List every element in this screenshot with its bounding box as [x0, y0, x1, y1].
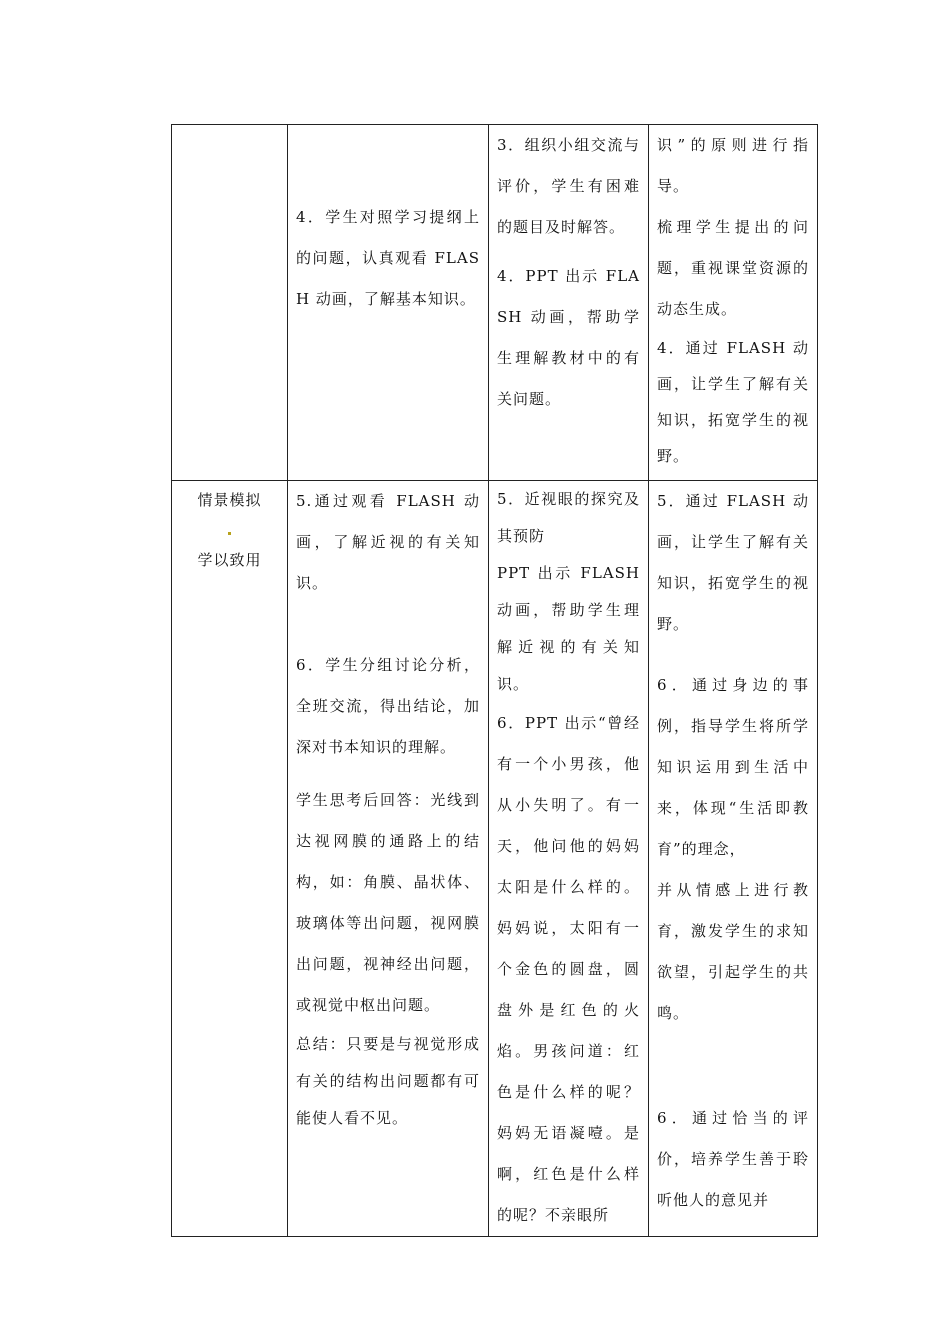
- intent-paragraph: 6．通过恰当的评价，培养学生善于聆听他人的意见并: [657, 1109, 809, 1209]
- teacher-activity-cell: [489, 125, 649, 481]
- teacher-activity-cell: [489, 481, 649, 1237]
- teacher-paragraph: PPT 出示 FLASH 动画，帮助学生理解近视的有关知识。: [497, 564, 640, 693]
- design-intent-cell: [649, 125, 818, 481]
- stage-label: 情景模拟: [197, 491, 262, 509]
- student-paragraph: 5.通过观看 FLASH 动画，了解近视的有关知识。: [296, 492, 480, 592]
- student-activity-cell: [288, 481, 489, 1237]
- teacher-paragraph: 6．PPT 出示“曾经有一个小男孩，他从小失明了。有一天，他问他的妈妈太阳是什么样的。妈妈说，太阳有一个金色的圆盘，圆盘外是红色的火焰。男孩问道：红色是什么样的呢？妈妈无语凝噎。是啊，红色是什么样的呢？不亲眼所: [497, 714, 640, 1224]
- table-row: [172, 125, 818, 481]
- lesson-plan-table: [171, 124, 818, 1237]
- intent-paragraph: 6．通过身边的事例，指导学生将所学知识运用到生活中来，体现“生活即教育”的理念，: [657, 676, 809, 858]
- decorative-dot-icon: [180, 519, 279, 541]
- intent-paragraph: 5．通过 FLASH 动画，让学生了解有关知识，拓宽学生的视野。: [657, 492, 809, 633]
- stage-label: 学以致用: [197, 551, 262, 569]
- student-paragraph: 总结：只要是与视觉形成有关的结构出问题都有可能使人看不见。: [296, 1035, 480, 1127]
- stage-cell: [172, 481, 288, 1237]
- teacher-paragraph: 3．组织小组交流与评价，学生有困难的题目及时解答。: [497, 136, 640, 236]
- student-paragraph: 6．学生分组讨论分析，全班交流，得出结论，加深对书本知识的理解。: [296, 656, 480, 756]
- stage-cell: [172, 125, 288, 481]
- table-row: [172, 481, 818, 1237]
- intent-paragraph: 并从情感上进行教育，激发学生的求知欲望，引起学生的共鸣。: [657, 881, 809, 1022]
- intent-paragraph: 4．通过 FLASH 动画，让学生了解有关知识，拓宽学生的视野。: [657, 339, 809, 465]
- design-intent-cell: [649, 481, 818, 1237]
- student-paragraph: 学生思考后回答：光线到达视网膜的通路上的结构，如：角膜、晶状体、玻璃体等出问题，视网膜出问题，视神经出问题，或视觉中枢出问题。: [296, 791, 480, 1014]
- student-activity-cell: [288, 125, 489, 481]
- student-paragraph: 4．学生对照学习提纲上的问题，认真观看 FLASH 动画，了解基本知识。: [296, 208, 480, 308]
- intent-paragraph: 识”的原则进行指导。: [657, 136, 809, 195]
- intent-paragraph: 梳理学生提出的问题，重视课堂资源的动态生成。: [657, 218, 809, 318]
- teacher-paragraph: 5．近视眼的探究及其预防: [497, 490, 640, 545]
- teacher-paragraph: 4．PPT 出示 FLASH 动画，帮助学生理解教材中的有关问题。: [497, 267, 640, 408]
